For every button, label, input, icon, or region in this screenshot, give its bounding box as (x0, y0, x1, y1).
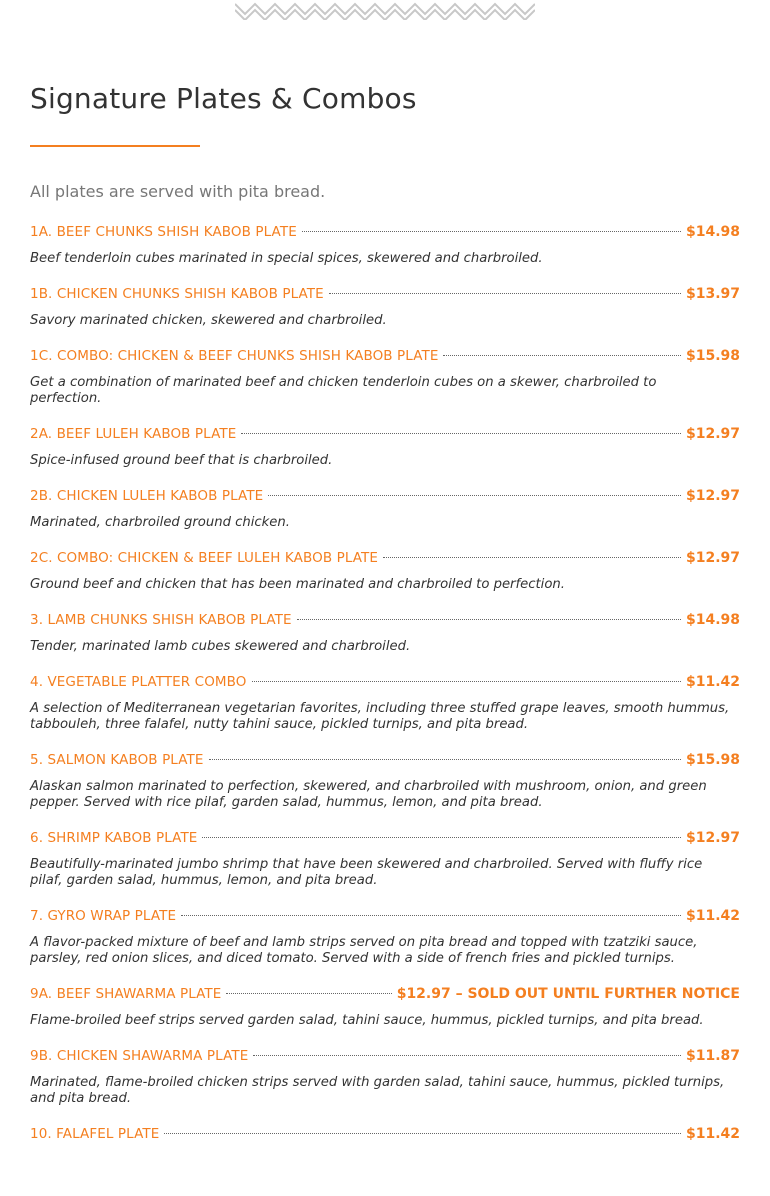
menu-item-name: 1A. BEEF CHUNKS SHISH KABOB PLATE (30, 224, 297, 240)
menu-item-name: 3. LAMB CHUNKS SHISH KABOB PLATE (30, 612, 292, 628)
menu-item-name: 2C. COMBO: CHICKEN & BEEF LULEH KABOB PLATE (30, 550, 379, 566)
menu-item-name: 9B. CHICKEN SHAWARMA PLATE (30, 1048, 249, 1064)
menu-item (30, 908, 740, 967)
dot-leader (297, 619, 681, 620)
menu-item (30, 986, 740, 1029)
dot-leader (302, 231, 681, 232)
menu-item-name: 5. SALMON KABOB PLATE (30, 752, 204, 768)
menu-item (30, 830, 740, 889)
menu-item-price: $11.87 (685, 1048, 740, 1064)
menu-item-description: Spice-infused ground beef that is charbroiled. (30, 453, 333, 468)
menu-item (30, 752, 740, 811)
page-title: Signature Plates & Combos (30, 82, 417, 115)
dot-leader (226, 993, 391, 994)
menu-item-description: Flame-broiled beef strips served garden salad, tahini sauce, hummus, pickled turnips, and pita bread. (30, 1013, 704, 1028)
dot-leader (268, 495, 681, 496)
menu-item (30, 1126, 740, 1148)
menu-item-price: $14.98 (685, 224, 740, 240)
menu-item (30, 674, 740, 733)
menu-item (30, 550, 740, 593)
menu-item-description: Beautifully-marinated jumbo shrimp that have been skewered and charbroiled. Served with fluffy rice pilaf, garden salad, hummus, lemon, and pita bread. (30, 857, 703, 888)
menu-item-name: 10. FALAFEL PLATE (30, 1126, 160, 1142)
menu-item-name: 9A. BEEF SHAWARMA PLATE (30, 986, 222, 1002)
menu-item-price: $14.98 (685, 612, 740, 628)
menu-item-description: A selection of Mediterranean vegetarian favorites, including three stuffed grape leaves, smooth hummus, tabbouleh, three falafel, nutty tahini sauce, pickled turnips, and pita bread. (30, 701, 730, 732)
menu-item (30, 1048, 740, 1107)
zigzag-divider-icon (235, 0, 535, 20)
menu-item-name: 6. SHRIMP KABOB PLATE (30, 830, 198, 846)
menu-intro: All plates are served with pita bread. (30, 182, 326, 201)
menu-item (30, 224, 740, 267)
menu-item-price: $11.42 (685, 908, 740, 924)
menu-item (30, 612, 740, 655)
menu-item-price: $13.97 (685, 286, 740, 302)
dot-leader (241, 433, 681, 434)
menu-item-description: Savory marinated chicken, skewered and charbroiled. (30, 313, 387, 328)
menu-item-price: $15.98 (685, 752, 740, 768)
menu-item-price: $12.97 – SOLD OUT UNTIL FURTHER NOTICE (396, 986, 740, 1002)
menu-item-name: 1B. CHICKEN CHUNKS SHISH KABOB PLATE (30, 286, 324, 302)
dot-leader (383, 557, 681, 558)
dot-leader (329, 293, 681, 294)
menu-item-description: Alaskan salmon marinated to perfection, skewered, and charbroiled with mushroom, onion, and green pepper. Served with rice pilaf, garden salad, hummus, lemon, and pita bread. (30, 779, 707, 810)
menu-item-description: Get a combination of marinated beef and chicken tenderloin cubes on a skewer, charbroiled to perfection. (30, 375, 657, 406)
menu-item (30, 348, 740, 407)
menu-item-description: Marinated, flame-broiled chicken strips served with garden salad, tahini sauce, hummus, pickled turnips, and pita bread. (30, 1075, 725, 1106)
dot-leader (202, 837, 681, 838)
menu-item-price: $12.97 (685, 550, 740, 566)
menu-item-list (30, 224, 740, 1167)
menu-item-description: Marinated, charbroiled ground chicken. (30, 515, 290, 530)
dot-leader (209, 759, 681, 760)
menu-item-name: 2B. CHICKEN LULEH KABOB PLATE (30, 488, 264, 504)
menu-item (30, 426, 740, 469)
menu-item-price: $11.42 (685, 674, 740, 690)
dot-leader (164, 1133, 681, 1134)
menu-item-name: 1C. COMBO: CHICKEN & BEEF CHUNKS SHISH KABOB PLATE (30, 348, 439, 364)
menu-item (30, 488, 740, 531)
menu-item-description: Beef tenderloin cubes marinated in special spices, skewered and charbroiled. (30, 251, 543, 266)
dot-leader (252, 681, 681, 682)
dot-leader (181, 915, 681, 916)
menu-item-price: $15.98 (685, 348, 740, 364)
menu-item-description: Tender, marinated lamb cubes skewered and charbroiled. (30, 639, 411, 654)
menu-item-name: 2A. BEEF LULEH KABOB PLATE (30, 426, 237, 442)
menu-item (30, 286, 740, 329)
menu-item-description: Ground beef and chicken that has been marinated and charbroiled to perfection. (30, 577, 565, 592)
dot-leader (443, 355, 680, 356)
menu-item-name: 4. VEGETABLE PLATTER COMBO (30, 674, 247, 690)
menu-item-name: 7. GYRO WRAP PLATE (30, 908, 177, 924)
menu-item-price: $12.97 (685, 488, 740, 504)
menu-item-price: $12.97 (685, 426, 740, 442)
title-underline (30, 145, 200, 147)
menu-item-price: $12.97 (685, 830, 740, 846)
menu-item-price: $11.42 (685, 1126, 740, 1142)
menu-item-description: A flavor-packed mixture of beef and lamb strips served on pita bread and topped with tzatziki sauce, parsley, red onion slices, and diced tomato. Served with a side of french fries and pickled turnips. (30, 935, 698, 966)
dot-leader (253, 1055, 681, 1056)
